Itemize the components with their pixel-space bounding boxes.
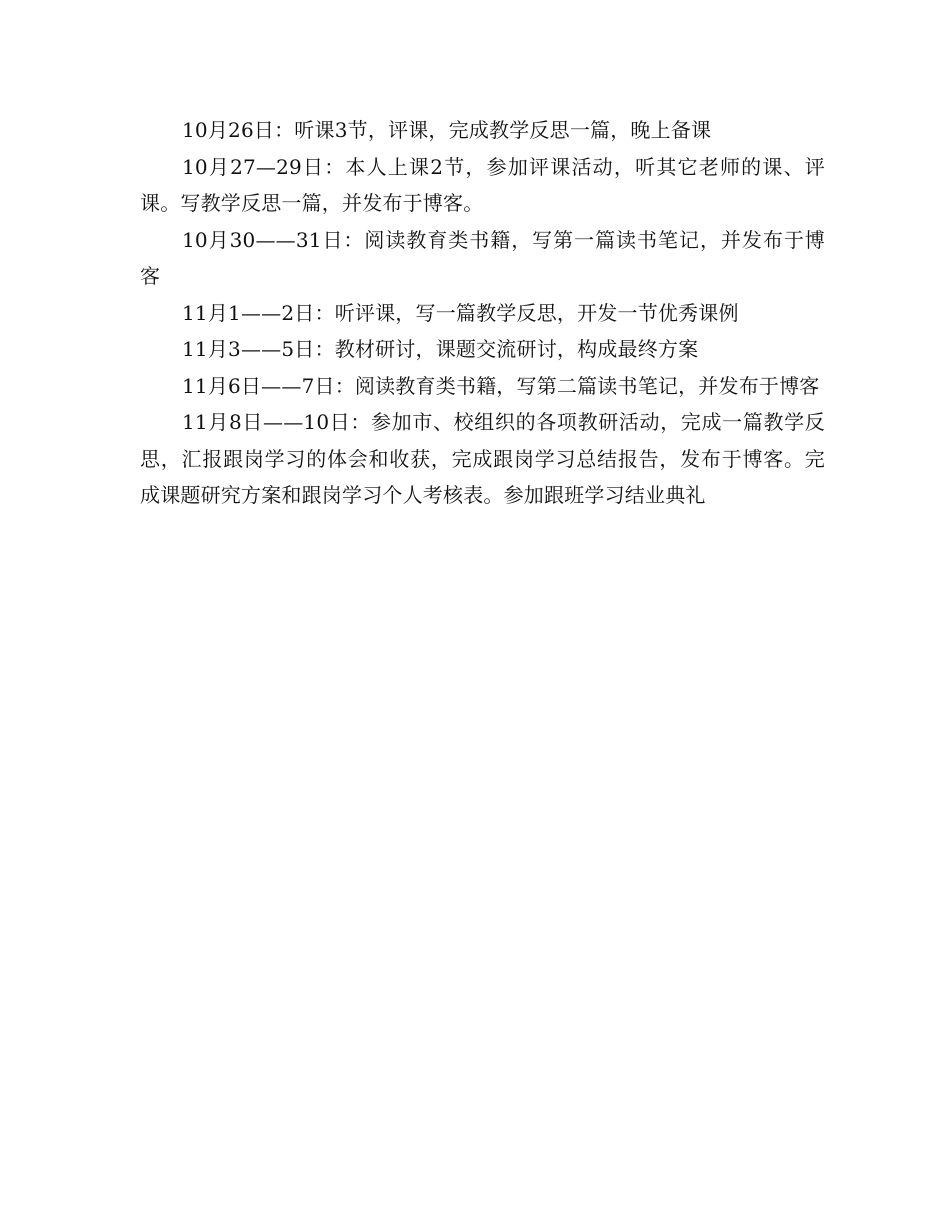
schedule-paragraph-nov-8-10: 11月8日——10日：参加市、校组织的各项教研活动，完成一篇教学反思，汇报跟岗学习的体会和收获，完成跟岗学习总结报告，发布于博客。完成课题研究方案和跟岗学习个人考核表。参加跟班学习结业典礼	[140, 410, 825, 507]
schedule-paragraph-nov-3-5: 11月3——5日：教材研讨，课题交流研讨，构成最终方案	[182, 337, 699, 361]
document-body	[140, 112, 825, 514]
schedule-paragraph-oct-26: 10月26日：听课3节，评课，完成教学反思一篇，晚上备课	[182, 118, 712, 142]
schedule-paragraph-nov-6-7: 11月6日——7日：阅读教育类书籍，写第二篇读书笔记，并发布于博客	[182, 373, 820, 398]
schedule-paragraph-oct-30-31: 10月30——31日：阅读教育类书籍，写第一篇读书笔记，并发布于博客	[140, 227, 825, 288]
schedule-paragraph-oct-27-29: 10月27—29日：本人上课2节，参加评课活动，听其它老师的课、评课。写教学反思一篇，并发布于博客。	[140, 154, 825, 215]
schedule-paragraph-nov-1-2: 11月1——2日：听评课，写一篇教学反思，开发一节优秀课例	[182, 300, 739, 325]
